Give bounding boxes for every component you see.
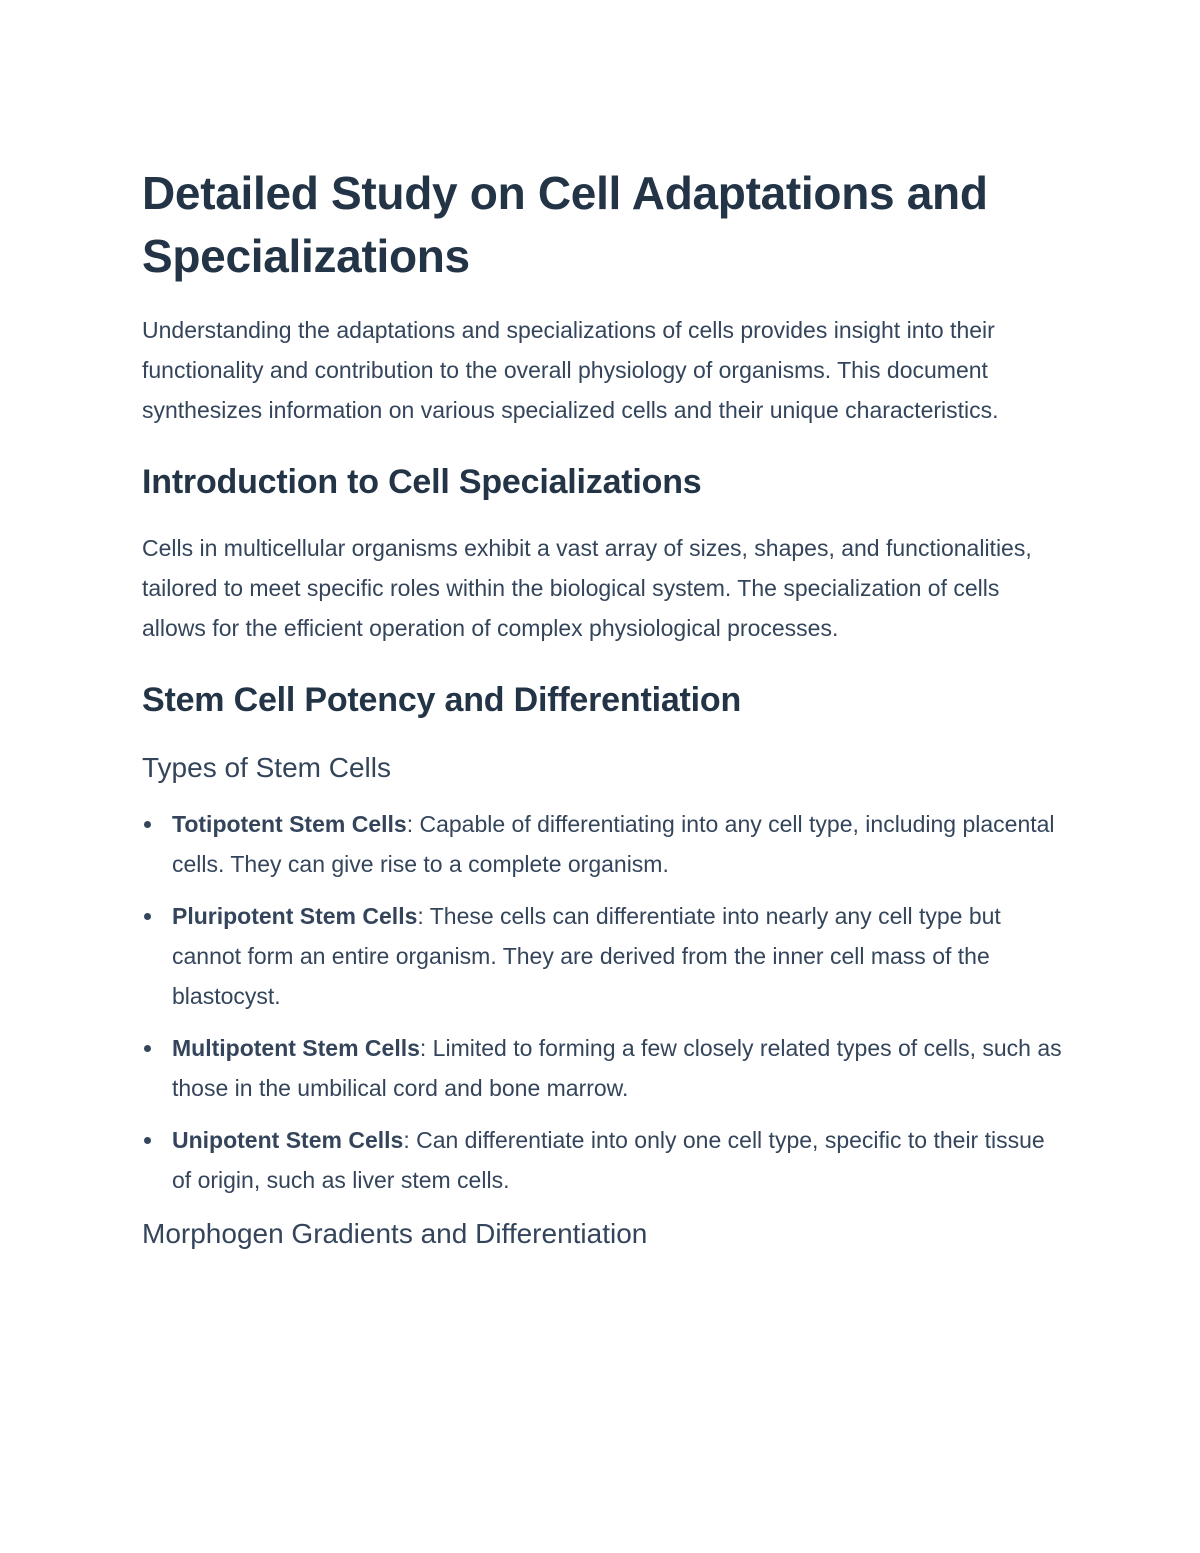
subheading-morphogen-gradients: Morphogen Gradients and Differentiation bbox=[142, 1218, 648, 1249]
list-item-text: : These cells can differentiate into nearly any cell type but cannot form an entire organism. They are derived from the inner cell mass of the blastocyst. bbox=[172, 903, 1001, 1009]
document-page bbox=[142, 162, 1062, 1270]
document-title: Detailed Study on Cell Adaptations and Specializations bbox=[142, 167, 988, 282]
list-item-totipotent bbox=[142, 804, 1062, 884]
list-item-pluripotent bbox=[142, 896, 1062, 1016]
bullet-icon bbox=[144, 913, 151, 920]
list-item-term: Pluripotent Stem Cells bbox=[172, 903, 418, 929]
bullet-icon bbox=[144, 1137, 151, 1144]
list-item-text: : Limited to forming a few closely related types of cells, such as those in the umbilical cord and bone marrow. bbox=[172, 1035, 1062, 1101]
list-item-term: Totipotent Stem Cells bbox=[172, 811, 407, 837]
intro-paragraph: Understanding the adaptations and specializations of cells provides insight into their functionality and contribution to the overall physiology of organisms. This document synthesizes information on various specialized cells and their unique characteristics. bbox=[142, 317, 999, 423]
stem-cell-types-list bbox=[142, 804, 1062, 1200]
list-item-multipotent bbox=[142, 1028, 1062, 1108]
list-item-term: Unipotent Stem Cells bbox=[172, 1127, 404, 1153]
list-item-term: Multipotent Stem Cells bbox=[172, 1035, 420, 1061]
section-heading-introduction: Introduction to Cell Specializations bbox=[142, 463, 702, 501]
list-item-unipotent bbox=[142, 1120, 1062, 1200]
list-item-text: : Capable of differentiating into any cell type, including placental cells. They can give rise to a complete organism. bbox=[172, 811, 1055, 877]
bullet-icon bbox=[144, 821, 151, 828]
subheading-types-of-stem-cells: Types of Stem Cells bbox=[142, 752, 391, 783]
introduction-paragraph: Cells in multicellular organisms exhibit a vast array of sizes, shapes, and functionalities, tailored to meet specific roles within the biological system. The specialization of cells allows for the efficient operation of complex physiological processes. bbox=[142, 535, 1032, 641]
bullet-icon bbox=[144, 1045, 151, 1052]
section-heading-stem-cells: Stem Cell Potency and Differentiation bbox=[142, 681, 742, 719]
list-item-text: : Can differentiate into only one cell type, specific to their tissue of origin, such as liver stem cells. bbox=[172, 1127, 1045, 1193]
